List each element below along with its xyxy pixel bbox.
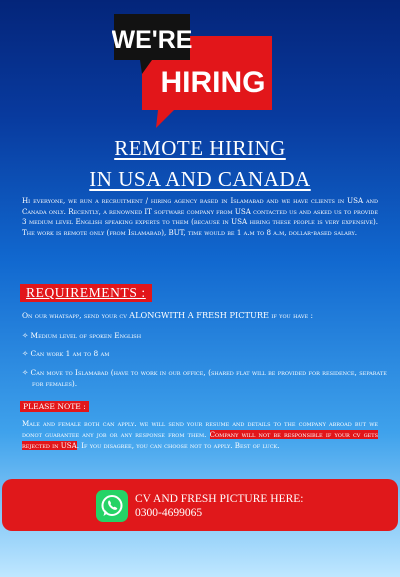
intro-paragraph: Hi everyone, we run a recruitment / hiring agency based in Islamabad and we have clients in USA and Canada only. Recently, a renowned IT software company from USA contacted us and asked us to provide 3 medium level English speaking experts to them (because in USA hiring these people is very expensive). The work is remote only (from Islamabad), BUT, time would be 1 a.m to 8 a.m, dollar-based salary. xyxy=(22,196,378,237)
whatsapp-icon[interactable] xyxy=(96,490,128,522)
badge-were-text: WE'RE xyxy=(112,26,193,54)
cta-line-1: CV AND FRESH PICTURE HERE: xyxy=(135,493,304,505)
note-paragraph: Male and female both can apply. we will send your resume and details to the company abroad but we donot guarantee any job or any response from them. Company will not be responsible if your cv gets rejected in USA. If you disagree, you can choose not to apply. Best of luck. xyxy=(22,419,378,450)
requirement-item: ✧ Medium level of spoken English xyxy=(22,331,142,340)
cta-phone[interactable]: 0300-4699065 xyxy=(135,507,203,519)
requirement-item: ✧ Can work 1 am to 8 am xyxy=(22,349,110,358)
highlighted-warning: Company will not be responsible if your cv gets rejected in USA xyxy=(22,430,378,450)
requirements-lead: On our whatsapp, send your cv ALONGWITH A FRESH PICTURE if you have : xyxy=(22,310,313,320)
were-hiring-badge xyxy=(112,12,276,130)
please-note-label: PLEASE NOTE : xyxy=(20,401,89,412)
requirements-heading: REQUIREMENTS : xyxy=(20,284,152,302)
title-line-1: REMOTE HIRING xyxy=(114,136,286,160)
badge-hiring-text: HIRING xyxy=(160,66,266,99)
title-line-2: IN USA AND CANADA xyxy=(89,167,311,191)
requirement-item: ✧ Can move to Islamabad (have to work in our office, (shared flat will be provided for residence, separate for females). xyxy=(22,368,387,388)
contact-text xyxy=(135,492,303,520)
